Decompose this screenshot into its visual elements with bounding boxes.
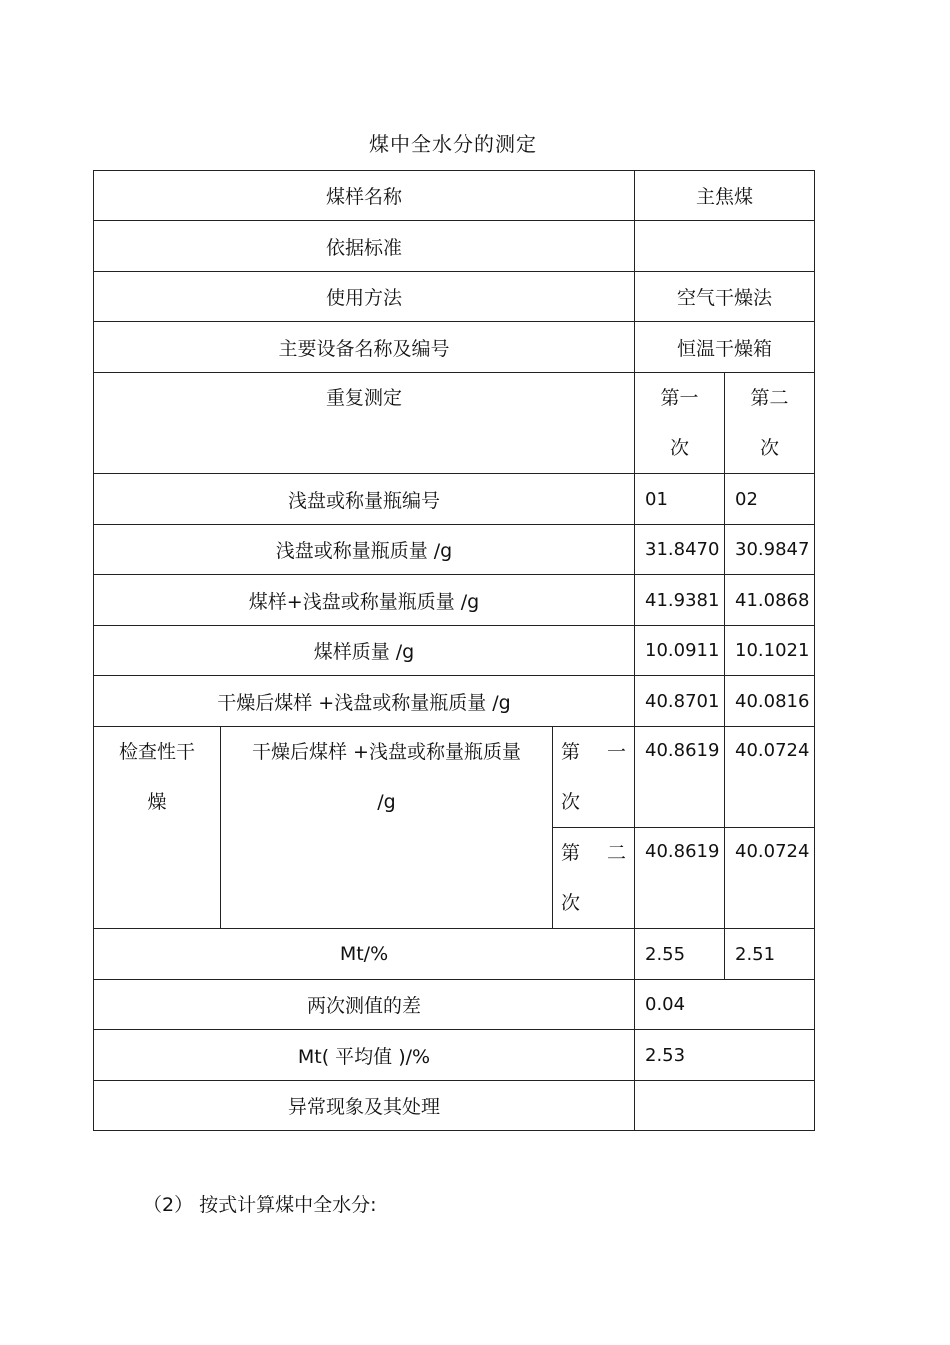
label-check-drying-bottom: 燥 xyxy=(147,791,167,813)
table-row xyxy=(94,1030,815,1081)
label-method: 使用方法 xyxy=(94,272,635,322)
mt-2: 2.51 xyxy=(725,929,815,980)
header-second-run xyxy=(725,373,815,474)
sample-dish-mass-2: 41.0868 xyxy=(725,575,815,626)
sample-mass-2: 10.1021 xyxy=(725,626,815,676)
table-row xyxy=(94,272,815,322)
dish-no-1: 01 xyxy=(635,474,725,525)
table-row xyxy=(94,373,815,474)
dish-mass-1: 31.8470 xyxy=(635,525,725,575)
check-second-1: 40.8619 xyxy=(635,828,725,929)
table-row xyxy=(94,171,815,221)
measurement-table xyxy=(93,170,815,1131)
label-diff: 两次测值的差 xyxy=(94,980,635,1030)
label-check-desc xyxy=(221,727,553,929)
check-first-a: 第 xyxy=(561,741,581,763)
mt-1: 2.55 xyxy=(635,929,725,980)
dish-mass-2: 30.9847 xyxy=(725,525,815,575)
label-sample-dish-mass: 煤样+浅盘或称量瓶质量 /g xyxy=(94,575,635,626)
header-first-run xyxy=(635,373,725,474)
label-check-drying-top: 检查性干 xyxy=(118,741,195,763)
check-first-1: 40.8619 xyxy=(635,727,725,828)
value-method: 空气干燥法 xyxy=(635,272,815,322)
table-row xyxy=(94,929,815,980)
value-abnormal xyxy=(635,1081,815,1131)
label-repeat: 重复测定 xyxy=(94,373,635,474)
label-dried-mass: 干燥后煤样 +浅盘或称量瓶质量 /g xyxy=(94,676,635,727)
label-equipment: 主要设备名称及编号 xyxy=(94,322,635,373)
check-second-b: 二 xyxy=(606,842,626,864)
table-row xyxy=(94,525,815,575)
check-first-b: 一 xyxy=(606,741,626,763)
value-sample-name: 主焦煤 xyxy=(635,171,815,221)
check-first-c: 次 xyxy=(561,791,581,813)
header-first-run-bottom: 次 xyxy=(669,437,689,459)
table-row xyxy=(94,676,815,727)
value-standard xyxy=(635,221,815,272)
sample-mass-1: 10.0911 xyxy=(635,626,725,676)
table-row xyxy=(94,322,815,373)
table-row xyxy=(94,980,815,1030)
label-abnormal: 异常现象及其处理 xyxy=(94,1081,635,1131)
check-second-label xyxy=(553,828,635,929)
table-row xyxy=(94,727,815,828)
value-diff: 0.04 xyxy=(635,980,815,1030)
check-second-a: 第 xyxy=(561,842,581,864)
dried-mass-1: 40.8701 xyxy=(635,676,725,727)
label-mt: Mt/% xyxy=(94,929,635,980)
table-row xyxy=(94,626,815,676)
check-first-2: 40.0724 xyxy=(725,727,815,828)
check-second-2: 40.0724 xyxy=(725,828,815,929)
label-mt-avg: Mt( 平均值 )/% xyxy=(94,1030,635,1081)
dried-mass-2: 40.0816 xyxy=(725,676,815,727)
table-row xyxy=(94,1081,815,1131)
value-mt-avg: 2.53 xyxy=(635,1030,815,1081)
dish-no-2: 02 xyxy=(725,474,815,525)
header-second-run-bottom: 次 xyxy=(760,437,780,459)
label-check-drying xyxy=(94,727,221,929)
table-row xyxy=(94,474,815,525)
check-second-c: 次 xyxy=(561,892,581,914)
value-equipment: 恒温干燥箱 xyxy=(635,322,815,373)
label-dish-no: 浅盘或称量瓶编号 xyxy=(94,474,635,525)
label-standard: 依据标准 xyxy=(94,221,635,272)
footnote-formula-step: （2） 按式计算煤中全水分: xyxy=(143,1194,377,1216)
check-first-label xyxy=(553,727,635,828)
table-row xyxy=(94,575,815,626)
header-second-run-top: 第二 xyxy=(750,387,789,409)
label-sample-name: 煤样名称 xyxy=(94,171,635,221)
sample-dish-mass-1: 41.9381 xyxy=(635,575,725,626)
header-first-run-top: 第一 xyxy=(660,387,699,409)
label-check-desc-top: 干燥后煤样 +浅盘或称量瓶质量 xyxy=(252,741,521,763)
label-dish-mass: 浅盘或称量瓶质量 /g xyxy=(94,525,635,575)
label-sample-mass: 煤样质量 /g xyxy=(94,626,635,676)
table-row xyxy=(94,221,815,272)
label-check-desc-bottom: /g xyxy=(377,791,396,813)
page-title: 煤中全水分的测定 xyxy=(369,132,537,156)
